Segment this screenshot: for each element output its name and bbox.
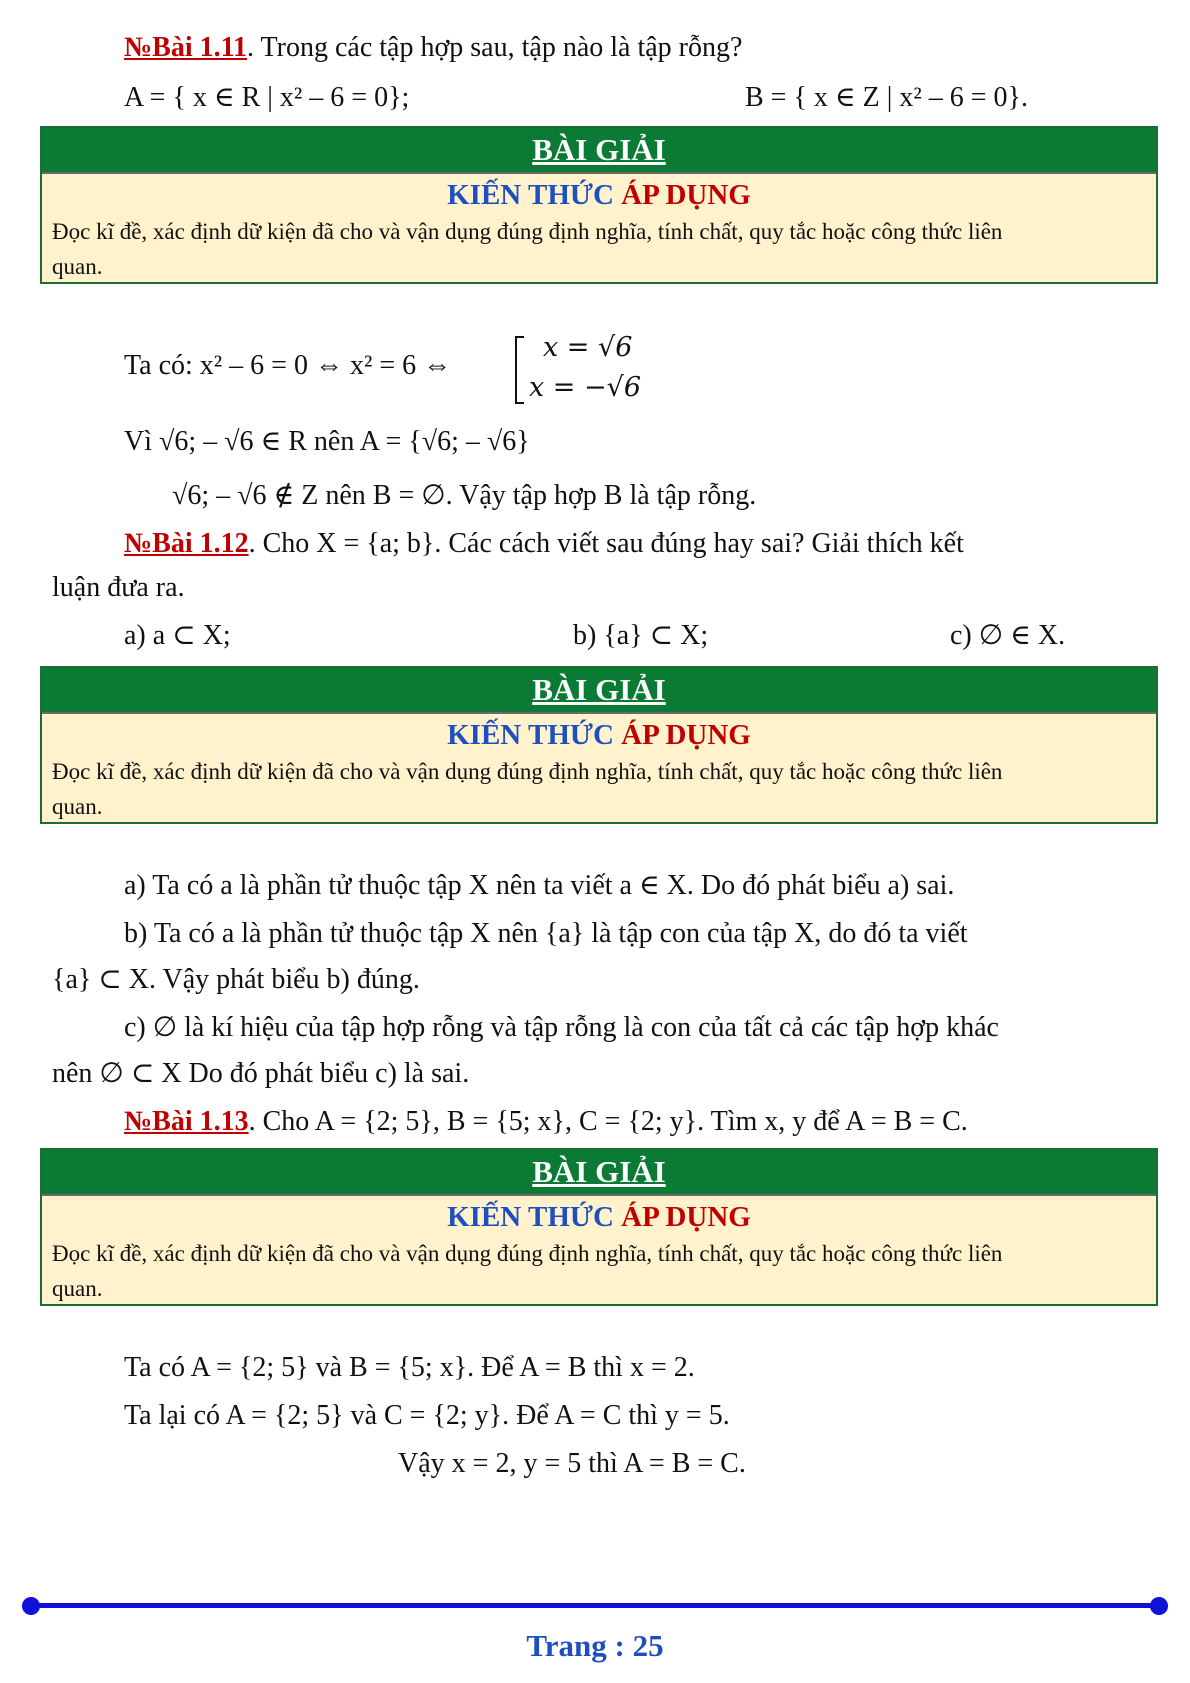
solution-1-13-line1: Ta có A = {2; 5} và B = {5; x}. Để A = B thì x = 2. xyxy=(124,1352,695,1383)
exercise-label: №Bài 1.11 xyxy=(124,32,248,63)
solution-box xyxy=(40,126,1158,284)
option-c: c) ∅ ∈ X. xyxy=(950,620,1066,651)
exercise-text: . Trong các tập hợp sau, tập nào là tập rỗng? xyxy=(247,32,743,63)
exercise-1-13-title xyxy=(124,1104,968,1140)
set-b-definition: B = { x ∈ Z | x² – 6 = 0}. xyxy=(745,82,1028,113)
solution-box xyxy=(40,666,1158,824)
exercise-text: . Cho X = {a; b}. Các cách viết sau đúng hay sai? Giải thích kết xyxy=(248,528,964,559)
solution-1-12-b1: b) Ta có a là phần tử thuộc tập X nên {a} là tập con của tập X, do đó ta viết xyxy=(124,918,968,949)
exercise-label: №Bài 1.12 xyxy=(124,528,249,559)
solution-header: BÀI GIẢI xyxy=(42,668,1156,714)
solution-1-11-line3: √6; – √6 ∉ Z nên B = ∅. Vậy tập hợp B là tập rỗng. xyxy=(172,480,757,511)
knowledge-text xyxy=(42,214,1156,286)
knowledge-heading-red: ÁP DỤNG xyxy=(621,179,751,211)
knowledge-text-line: quan. xyxy=(52,254,103,279)
exercise-1-12-title-cont: luận đưa ra. xyxy=(52,572,185,603)
knowledge-text-line: Đọc kĩ đề, xác định dữ kiện đã cho và vận dụng đúng định nghĩa, tính chất, quy tắc hoặc công thức liên xyxy=(52,1241,1003,1266)
footer-dot-right xyxy=(1150,1597,1168,1615)
knowledge-text-line: quan. xyxy=(52,1276,103,1301)
solution-box xyxy=(40,1148,1158,1306)
solution-1-13-conclusion: Vậy x = 2, y = 5 thì A = B = C. xyxy=(398,1448,746,1479)
solution-1-11-line1: Ta có: x² – 6 = 0 ⇔ x² = 6 ⇔ xyxy=(124,350,452,381)
knowledge-text xyxy=(42,754,1156,826)
footer-divider xyxy=(30,1603,1160,1608)
solution-1-13-line2: Ta lại có A = {2; 5} và C = {2; y}. Để A = C thì y = 5. xyxy=(124,1400,730,1431)
solution-1-11-line2: Vì √6; – √6 ∈ R nên A = {√6; – √6} xyxy=(124,426,530,457)
option-a: a) a ⊂ X; xyxy=(124,620,231,651)
set-a-definition: A = { x ∈ R | x² – 6 = 0}; xyxy=(124,82,410,113)
knowledge-text xyxy=(42,1236,1156,1308)
solution-header: BÀI GIẢI xyxy=(42,1150,1156,1196)
exercise-1-11-title xyxy=(124,30,742,66)
case-root-positive: x = √6 xyxy=(543,332,633,363)
knowledge-heading-blue: KIẾN THỨC xyxy=(447,179,614,211)
solution-1-12-a: a) Ta có a là phần tử thuộc tập X nên ta viết a ∈ X. Do đó phát biểu a) sai. xyxy=(124,870,955,901)
knowledge-heading-red: ÁP DỤNG xyxy=(621,1201,751,1233)
knowledge-text-line: quan. xyxy=(52,794,103,819)
case-bracket xyxy=(515,330,675,408)
case-root-negative: x = −√6 xyxy=(529,372,642,403)
page-number: Trang : 25 xyxy=(526,1628,664,1663)
solution-1-12-c1: c) ∅ là kí hiệu của tập hợp rỗng và tập rỗng là con của tất cả các tập hợp khác xyxy=(124,1012,999,1043)
knowledge-heading xyxy=(42,714,1156,754)
option-b: b) {a} ⊂ X; xyxy=(573,620,709,651)
knowledge-heading xyxy=(42,1196,1156,1236)
exercise-label: №Bài 1.13 xyxy=(124,1106,249,1137)
knowledge-heading-blue: KIẾN THỨC xyxy=(447,719,614,751)
knowledge-heading-red: ÁP DỤNG xyxy=(621,719,751,751)
solution-1-12-c2: nên ∅ ⊂ X Do đó phát biểu c) là sai. xyxy=(52,1058,470,1089)
knowledge-heading-blue: KIẾN THỨC xyxy=(447,1201,614,1233)
exercise-text: . Cho A = {2; 5}, B = {5; x}, C = {2; y}. Tìm x, y để A = B = C. xyxy=(248,1106,968,1137)
knowledge-text-line: Đọc kĩ đề, xác định dữ kiện đã cho và vận dụng đúng định nghĩa, tính chất, quy tắc hoặc công thức liên xyxy=(52,759,1003,784)
knowledge-text-line: Đọc kĩ đề, xác định dữ kiện đã cho và vận dụng đúng định nghĩa, tính chất, quy tắc hoặc công thức liên xyxy=(52,219,1003,244)
solution-1-12-b2: {a} ⊂ X. Vậy phát biểu b) đúng. xyxy=(52,964,420,995)
solution-header: BÀI GIẢI xyxy=(42,128,1156,174)
exercise-1-12-title xyxy=(124,526,964,562)
knowledge-heading xyxy=(42,174,1156,214)
bracket-shape xyxy=(515,336,524,404)
